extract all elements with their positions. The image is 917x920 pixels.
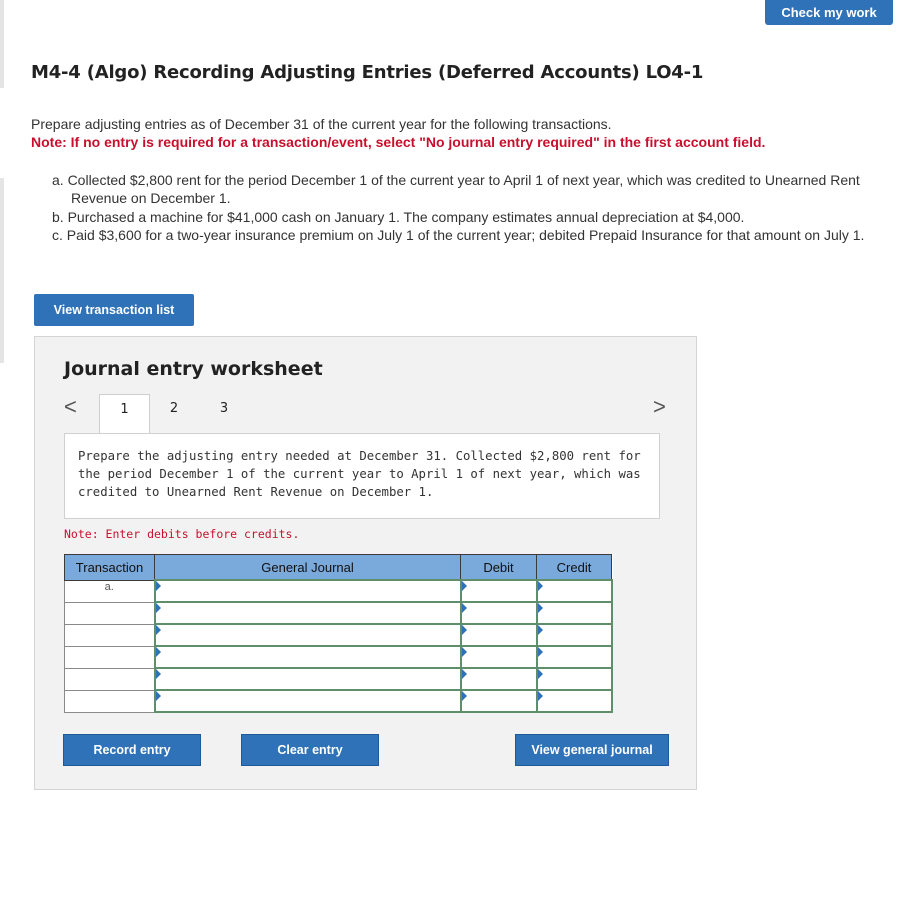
- transaction-cell: [65, 602, 155, 624]
- worksheet-title: Journal entry worksheet: [64, 358, 323, 380]
- credit-input[interactable]: [537, 624, 612, 646]
- table-row: [65, 646, 612, 668]
- debit-input[interactable]: [461, 668, 537, 690]
- chevron-left-icon[interactable]: <: [64, 394, 77, 419]
- transaction-cell: [65, 690, 155, 712]
- account-select[interactable]: [155, 624, 461, 646]
- instructions-note: Note: If no entry is required for a transaction/event, select "No journal entry required" in the first account field.: [31, 134, 766, 150]
- debit-input[interactable]: [461, 646, 537, 668]
- debit-input[interactable]: [461, 690, 537, 712]
- view-general-journal-button[interactable]: View general journal: [515, 734, 669, 766]
- account-select[interactable]: [155, 580, 461, 602]
- instructions: [31, 115, 765, 151]
- credit-input[interactable]: [537, 580, 612, 602]
- account-select[interactable]: [155, 602, 461, 624]
- left-edge-bar: [0, 0, 4, 88]
- debit-input[interactable]: [461, 602, 537, 624]
- journal-entry-worksheet: [34, 336, 697, 790]
- account-select[interactable]: [155, 668, 461, 690]
- tab-3[interactable]: 3: [219, 401, 229, 416]
- table-row: [65, 668, 612, 690]
- transaction-item: a. Collected $2,800 rent for the period December 1 of the current year to April 1 of next year, which was credited to Unearned Rent Revenue on December 1.: [52, 172, 860, 207]
- instructions-text: Prepare adjusting entries as of December 31 of the current year for the following transactions.: [31, 116, 612, 132]
- credit-input[interactable]: [537, 602, 612, 624]
- chevron-right-icon[interactable]: >: [653, 394, 666, 419]
- record-entry-button[interactable]: Record entry: [63, 734, 201, 766]
- journal-table: [64, 554, 613, 713]
- account-select[interactable]: [155, 690, 461, 712]
- table-row: [65, 602, 612, 624]
- check-my-work-button[interactable]: Check my work: [765, 0, 893, 25]
- header-credit: Credit: [537, 555, 612, 581]
- left-edge-bar: [0, 178, 4, 363]
- transaction-item: c. Paid $3,600 for a two-year insurance premium on July 1 of the current year; debited Prepaid Insurance for that amount on July 1.: [52, 226, 865, 243]
- table-header-row: [65, 555, 612, 581]
- header-transaction: Transaction: [65, 555, 155, 581]
- transaction-list: [52, 171, 902, 244]
- worksheet-note: Note: Enter debits before credits.: [64, 527, 300, 541]
- view-transaction-list-button[interactable]: View transaction list: [34, 294, 194, 326]
- credit-input[interactable]: [537, 668, 612, 690]
- transaction-item: b. Purchased a machine for $41,000 cash on January 1. The company estimates annual depreciation at $4,000.: [52, 208, 745, 225]
- table-row: [65, 624, 612, 646]
- tab-2[interactable]: 2: [169, 401, 179, 416]
- transaction-cell: a.: [65, 580, 155, 602]
- entry-prompt: Prepare the adjusting entry needed at December 31. Collected $2,800 rent for the period December 1 of the current year to April 1 of next year, which was credited to Unearned Rent Revenue on December 1.: [64, 433, 660, 519]
- transaction-cell: [65, 624, 155, 646]
- table-row: [65, 690, 612, 712]
- credit-input[interactable]: [537, 690, 612, 712]
- page-title: M4-4 (Algo) Recording Adjusting Entries (Deferred Accounts) LO4-1: [31, 62, 704, 83]
- transaction-cell: [65, 646, 155, 668]
- clear-entry-button[interactable]: Clear entry: [241, 734, 379, 766]
- header-debit: Debit: [461, 555, 537, 581]
- credit-input[interactable]: [537, 646, 612, 668]
- debit-input[interactable]: [461, 624, 537, 646]
- account-select[interactable]: [155, 646, 461, 668]
- table-row: [65, 580, 612, 602]
- header-general-journal: General Journal: [155, 555, 461, 581]
- transaction-cell: [65, 668, 155, 690]
- debit-input[interactable]: [461, 580, 537, 602]
- tab-1[interactable]: 1: [99, 394, 150, 435]
